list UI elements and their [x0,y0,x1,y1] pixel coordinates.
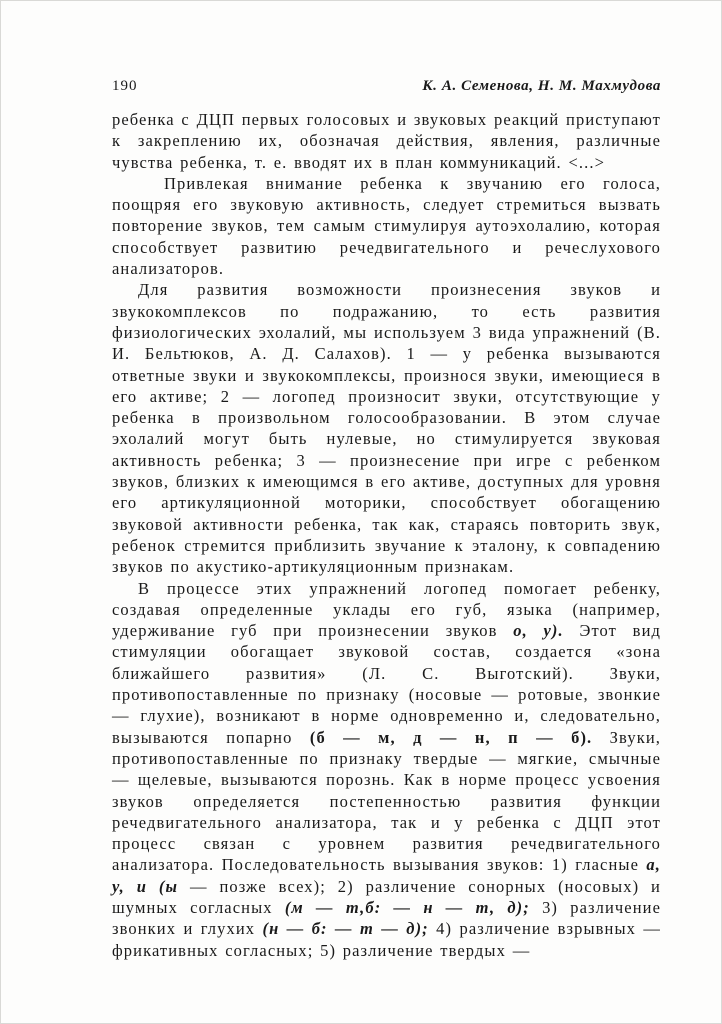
text-segment: Привлекая внимание ребенка к звучанию его голоса, поощряя его звуковую активность, следует стремиться вызвать повторение звуков, тем самым стимулируя аутоэхолалию, которая способствует развитию речедвигательного и речеслухового анализаторов. [112,173,661,279]
paragraph [112,173,661,279]
text-segment: о, у). [513,621,564,641]
running-head-authors: К. А. Семенова, Н. М. Махмудова [422,78,661,94]
paragraph [112,279,661,577]
text-segment: (б — м, д — н, п — б). [309,727,593,747]
paragraph [112,109,661,173]
text-segment: 4) различение взрывных — фрикативных согласных; 5) различение твердых — [112,919,662,960]
text-segment: Этот вид стимуляции обогащает звуковой состав, создается «зона ближайшего развития» (Л. С. Выготский). Звуки, противопоставленные по признаку (носовые — ротовые, звонкие — глухие), возникают в норме одновременно и, следовательно, вызываются попарно [112,621,662,747]
text-body [112,109,661,961]
text-segment: 3) различение звонких и глухих [112,897,661,939]
text-segment: (н — б: — т — д); [262,919,429,939]
text-segment: В процессе этих упражнений логопед помогает ребенку, создавая определенные уклады его губ, языка (например, удерживание губ при произнесении звуков [112,578,661,641]
text-segment: — позже всех); 2) различение сонорных (носовых) и шумных согласных [112,876,661,917]
page-content [112,78,661,961]
text-segment: Звуки, противопоставленные по признаку твердые — мягкие, смычные — щелевые, вызываются порознь. Как в норме процесс усвоения звуков определяется постепенностью развития функции речедвигательного анализатора, так и у ребенка с ДЦП этот процесс связан с уровнем развития речедвигательного анализатора. Последовательность вызывания звуков: 1) гласные [112,727,661,875]
text-segment: Для развития возможности произнесения звуков и звукокомплексов по подражанию, то есть развития физиологических эхолалий, мы используем 3 вида упражнений (В. И. Бельтюков, А. Д. Салахов). 1 — у ребенка вызываются ответные звуки и звукокомплексы, произнося звуки, имеющиеся в его активе; 2 — логопед произносит звуки, отсутствующие у ребенка в произвольном голосообразовании. В этом случае эхолалий могут быть нулевые, но стимулируется звуковая активность ребенка; 3 — произнесение при игре с ребенком звуков, близких к имеющимся в его активе, доступных для уровня его артикуляционной моторики, способствует обогащению звуковой активности ребенка, так как, стараясь повторить звук, ребенок стремится приблизить звучание к эталону, к совпадению звуков по акустико-артикуляционным признакам. [112,280,661,577]
running-header [112,78,661,95]
page-number: 190 [112,78,138,94]
paragraph [112,578,661,961]
text-segment: (м — т,б: — н — т, д); [284,897,530,917]
text-segment: ребенка с ДЦП первых голосовых и звуковых реакций приступают к закреплению их, обозначая действия, явления, различные чувства ребенка, т. е. вводят их в план коммуникаций. <...> [112,110,661,172]
text-segment: а, у, и (ы [112,855,661,896]
